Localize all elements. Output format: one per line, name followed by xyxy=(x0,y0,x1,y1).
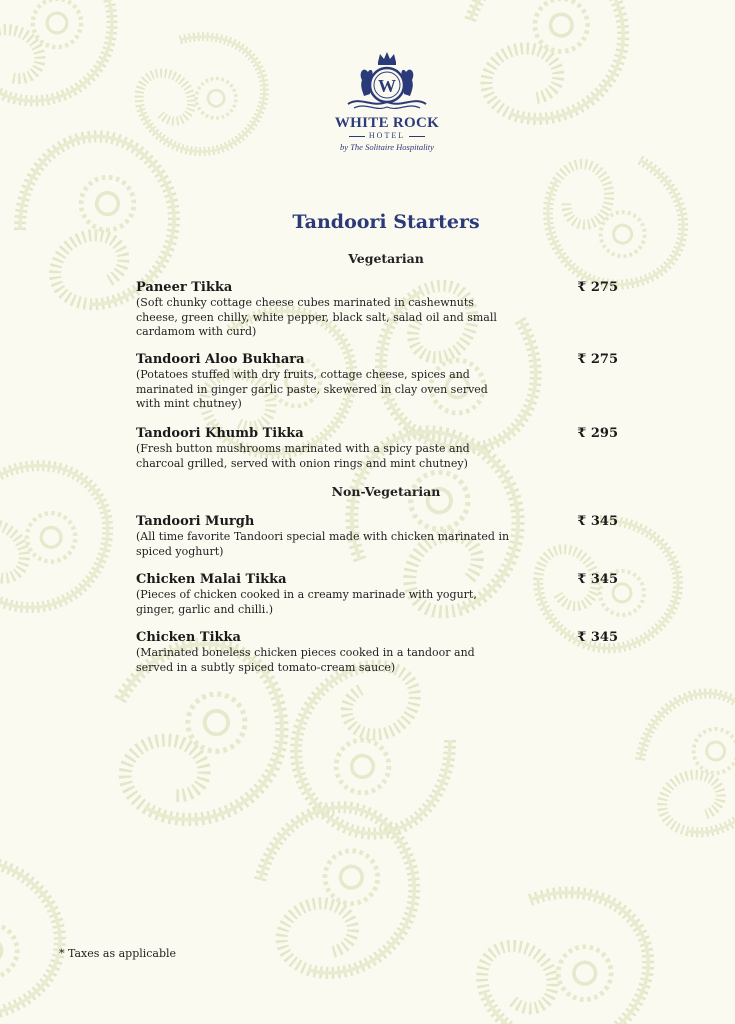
item-description: (All time favorite Tandoori special made with chicken marinated in spiced yoghurt) xyxy=(136,530,510,558)
divider xyxy=(409,136,425,137)
item-price: ₹ 295 xyxy=(577,426,618,441)
item-name: Tandoori Khumb Tikka xyxy=(136,426,304,441)
item-description: (Fresh button mushrooms marinated with a spicy paste and charcoal grilled, served with onion rings and mint chutney) xyxy=(136,442,470,470)
item-name: Chicken Malai Tikka xyxy=(136,572,287,587)
monogram-letter: W xyxy=(378,76,396,96)
brand-name: WHITE ROCK xyxy=(334,115,440,131)
item-price: ₹ 275 xyxy=(577,352,618,367)
brand-tagline: by The Solitaire Hospitality xyxy=(340,142,434,152)
brand-subtitle-text: HOTEL xyxy=(368,131,406,140)
crest-icon xyxy=(340,50,434,114)
item-name: Tandoori Aloo Bukhara xyxy=(136,352,305,367)
hotel-logo xyxy=(330,50,444,153)
divider xyxy=(349,136,365,137)
section-heading-vegetarian: Vegetarian xyxy=(348,251,424,266)
item-name: Chicken Tikka xyxy=(136,630,241,645)
item-name: Paneer Tikka xyxy=(136,280,233,295)
menu-item xyxy=(136,629,618,675)
menu-title: Tandoori Starters xyxy=(292,211,480,233)
item-name: Tandoori Murgh xyxy=(136,514,255,529)
item-description: (Pieces of chicken cooked in a creamy marinade with yogurt, ginger, garlic and chilli.) xyxy=(136,588,477,616)
brand-subtitle xyxy=(330,131,444,141)
menu-item xyxy=(136,279,618,340)
menu-item xyxy=(136,571,618,617)
item-price: ₹ 345 xyxy=(577,630,618,645)
item-description: (Marinated boneless chicken pieces cooked in a tandoor and served in a subtly spiced tomato-cream sauce) xyxy=(136,646,475,674)
menu-item xyxy=(136,351,618,412)
tax-footnote: * Taxes as applicable xyxy=(59,947,177,960)
section-heading-non-vegetarian: Non-Vegetarian xyxy=(331,484,441,499)
item-price: ₹ 345 xyxy=(577,514,618,529)
item-description: (Potatoes stuffed with dry fruits, cottage cheese, spices and marinated in ginger garlic paste, skewered in clay oven served with mint chutney) xyxy=(136,368,488,411)
menu-item xyxy=(136,513,618,559)
item-description: (Soft chunky cottage cheese cubes marinated in cashewnuts cheese, green chilly, white pepper, black salt, salad oil and small cardamom with curd) xyxy=(136,296,497,339)
item-price: ₹ 275 xyxy=(577,280,618,295)
menu-item xyxy=(136,425,618,471)
item-price: ₹ 345 xyxy=(577,572,618,587)
